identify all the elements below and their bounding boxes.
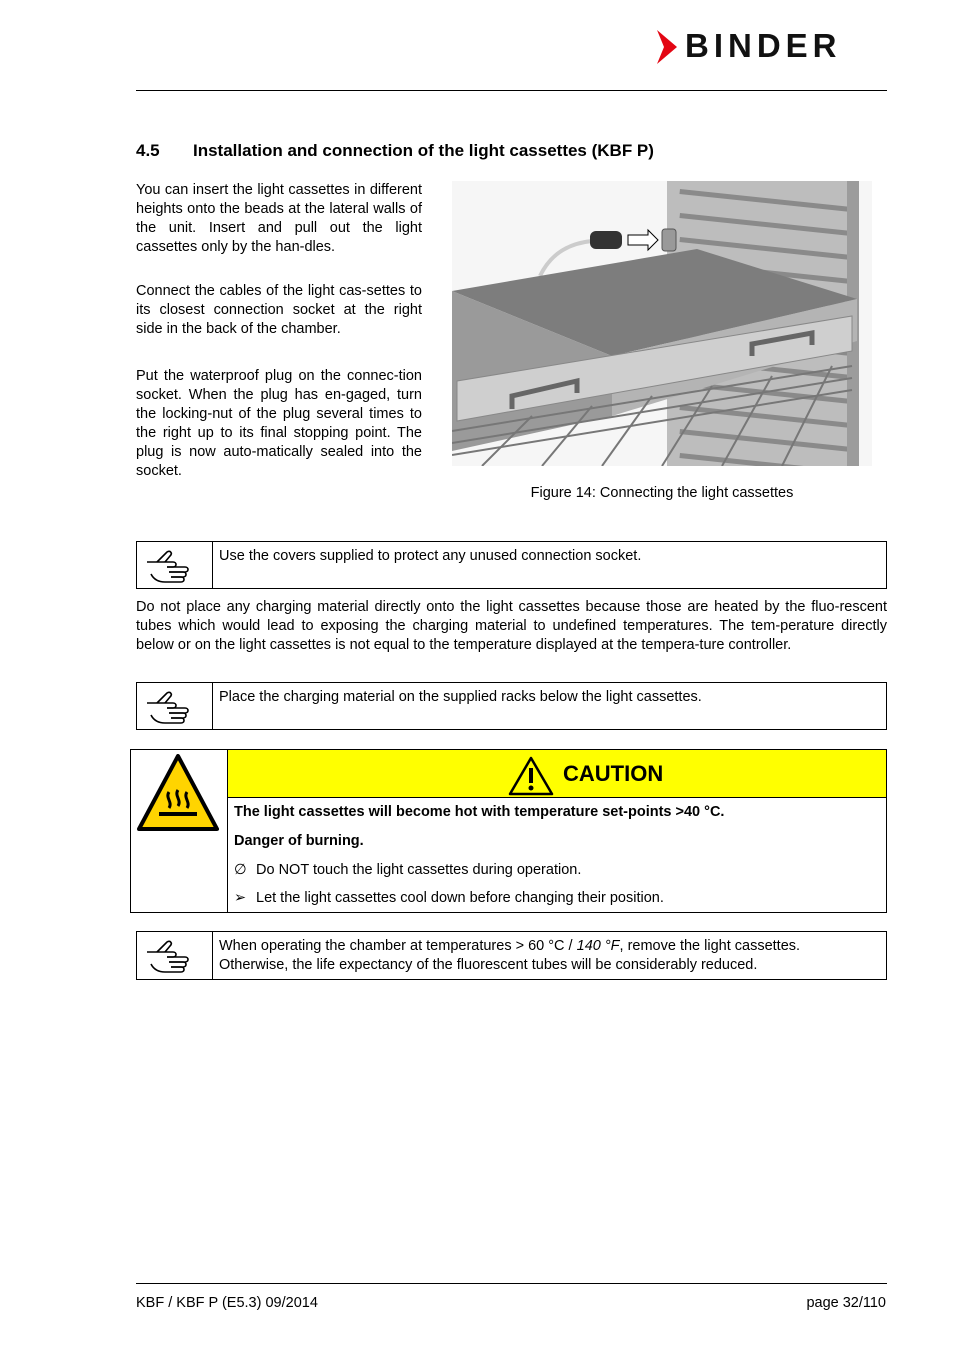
warning-triangle-icon — [508, 756, 554, 796]
brand-name: BINDER — [685, 27, 842, 64]
header-rule — [136, 90, 887, 91]
note-text-temperature — [219, 937, 878, 975]
caution-prohibition-text: Do NOT touch the light cassettes during operation. — [256, 862, 582, 878]
pointing-hand-icon — [145, 548, 203, 584]
footer-page-number: page 32/110 — [806, 1295, 886, 1311]
section-title: Installation and connection of the light cassettes (KBF P) — [193, 141, 654, 160]
note-text-racks: Place the charging material on the supplied racks below the light cassettes. — [219, 689, 702, 705]
note-temp-part1: When operating the chamber at temperatures > 60 °C / — [219, 938, 577, 954]
footer-document-id: KBF / KBF P (E5.3) 09/2014 — [136, 1295, 318, 1311]
prohibition-icon: ∅ — [234, 862, 247, 878]
caution-action — [234, 890, 664, 906]
binder-logo — [655, 27, 887, 64]
paragraph-insert: You can insert the light cassettes in different heights onto the beads at the lateral walls of the unit. Insert and pull out the light cassettes only by the han-dles. — [136, 182, 422, 255]
arrow-bullet-icon: ➢ — [234, 890, 247, 906]
note-temp-line2: Otherwise, the life expectancy of the fluorescent tubes will be considerably reduced. — [219, 957, 758, 973]
caution-action-text: Let the light cassettes cool down before changing their position. — [256, 890, 664, 906]
light-cassette-illustration — [452, 181, 872, 466]
note-temp-fahrenheit: 140 °F — [576, 938, 620, 954]
note-box-covers — [136, 541, 887, 589]
section-heading — [136, 141, 654, 161]
note-temp-part2: , remove the light cassettes. — [619, 938, 801, 954]
note-icon-cell — [137, 542, 213, 588]
caution-box — [130, 749, 887, 913]
paragraph-charging-warning: Do not place any charging material directly onto the light cassettes because those are heated by the fluo-rescent tubes which would lead to exposing the charging material to undefined temperatures. The tem-perature directly below or on the light cassettes is not equal to the temperature displayed at the tempera-ture controller. — [136, 599, 887, 653]
footer-rule — [136, 1283, 887, 1284]
note-box-temperature — [136, 931, 887, 980]
figure-caption: Figure 14: Connecting the light cassettes — [530, 485, 794, 501]
paragraph-plug: Put the waterproof plug on the connec-tion socket. When the plug has en-gaged, turn the locking-nut of the plug several times to the right up to its final stopping point. The plug is now auto-matically sealed into the socket. — [136, 368, 422, 479]
pointing-hand-icon — [145, 938, 203, 974]
note-text-covers: Use the covers supplied to protect any unused connection socket. — [219, 548, 642, 564]
binder-logo-mark-icon — [655, 30, 679, 64]
note-icon-cell — [137, 932, 213, 979]
section-number: 4.5 — [136, 141, 160, 160]
note-icon-cell — [137, 683, 213, 729]
caution-header — [228, 750, 886, 798]
paragraph-connect: Connect the cables of the light cas-settes to its closest connection socket at the right side in the back of the chamber. — [136, 283, 422, 337]
hot-surface-warning-icon — [137, 754, 219, 832]
caution-prohibition — [234, 862, 581, 878]
caution-title: CAUTION — [563, 761, 664, 786]
caution-hazard-text: The light cassettes will become hot with temperature set-points >40 °C. — [234, 804, 725, 820]
caution-icon-cell — [131, 750, 228, 912]
pointing-hand-icon — [145, 689, 203, 725]
note-box-racks — [136, 682, 887, 730]
caution-consequence-text: Danger of burning. — [234, 833, 364, 849]
